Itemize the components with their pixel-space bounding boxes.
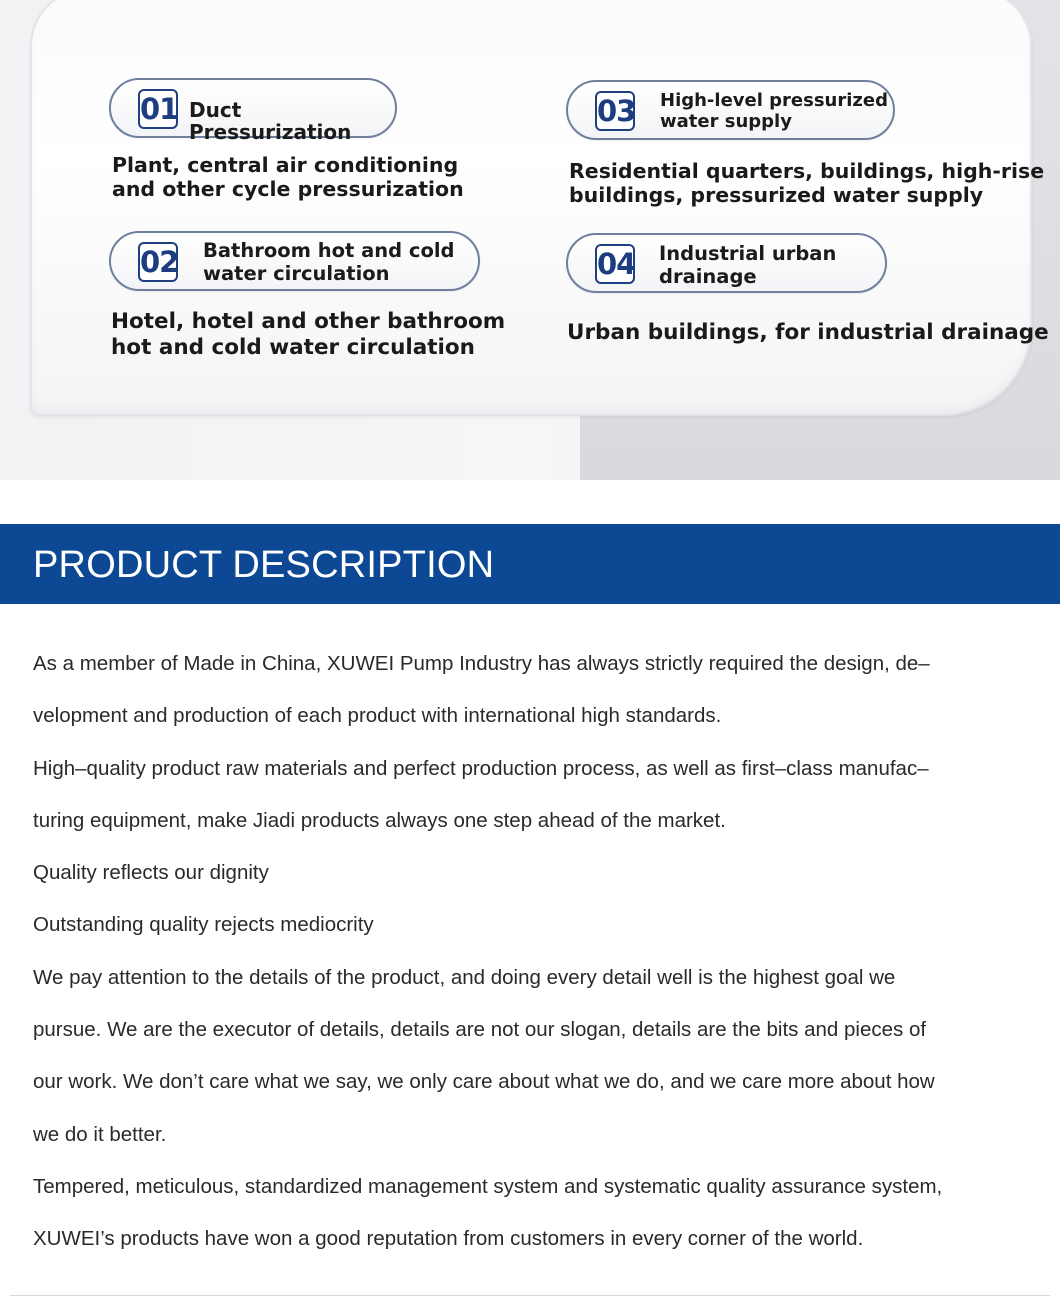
application-number-01: 01 xyxy=(138,89,178,129)
application-badge-02 xyxy=(109,231,480,291)
applications-section xyxy=(0,0,1060,480)
application-description-01: Plant, central air conditioning and other cycle pressurization xyxy=(112,153,464,201)
description-line: turing equipment, make Jiadi products always one step ahead of the market. xyxy=(33,808,726,832)
description-line: High–quality product raw materials and perfect production process, as well as first–class manufac– xyxy=(33,756,929,780)
application-description-03: Residential quarters, buildings, high-rise buildings, pressurized water supply xyxy=(569,159,1045,207)
description-line: Quality reflects our dignity xyxy=(33,861,269,885)
application-badge-04 xyxy=(566,233,887,293)
application-badge-03 xyxy=(566,80,895,140)
application-number-04: 04 xyxy=(595,244,635,284)
application-description-02: Hotel, hotel and other bathroom hot and cold water circulation xyxy=(111,309,506,360)
product-description-banner xyxy=(0,524,1060,604)
product-description-body xyxy=(33,638,1033,1266)
application-badge-01 xyxy=(109,78,397,144)
description-line: we do it better. xyxy=(33,1122,167,1146)
product-description-title: PRODUCT DESCRIPTION xyxy=(33,544,495,586)
footer-divider xyxy=(10,1295,1050,1299)
description-line: Outstanding quality rejects mediocrity xyxy=(33,913,374,937)
application-title-04: Industrial urban drainage xyxy=(659,242,837,288)
description-line: Tempered, meticulous, standardized management system and systematic quality assurance system, xyxy=(33,1174,943,1198)
application-number-02: 02 xyxy=(138,242,178,282)
description-line: XUWEI’s products have won a good reputation from customers in every corner of the world. xyxy=(33,1227,864,1251)
description-line: our work. We don’t care what we say, we only care about what we do, and we care more about how xyxy=(33,1070,935,1094)
application-title-03: High-level pressurized water supply xyxy=(660,90,888,132)
application-description-04: Urban buildings, for industrial drainage xyxy=(567,320,1049,345)
description-line: velopment and production of each product with international high standards. xyxy=(33,704,722,728)
application-number-03: 03 xyxy=(595,91,635,131)
application-title-02: Bathroom hot and cold water circulation xyxy=(203,239,455,285)
description-line: As a member of Made in China, XUWEI Pump Industry has always strictly required the design, de– xyxy=(33,652,930,675)
description-line: pursue. We are the executor of details, details are not our slogan, details are the bits and pieces of xyxy=(33,1018,927,1042)
description-line: We pay attention to the details of the product, and doing every detail well is the highest goal we xyxy=(33,965,896,989)
application-title-01: Duct Pressurization xyxy=(189,98,352,144)
